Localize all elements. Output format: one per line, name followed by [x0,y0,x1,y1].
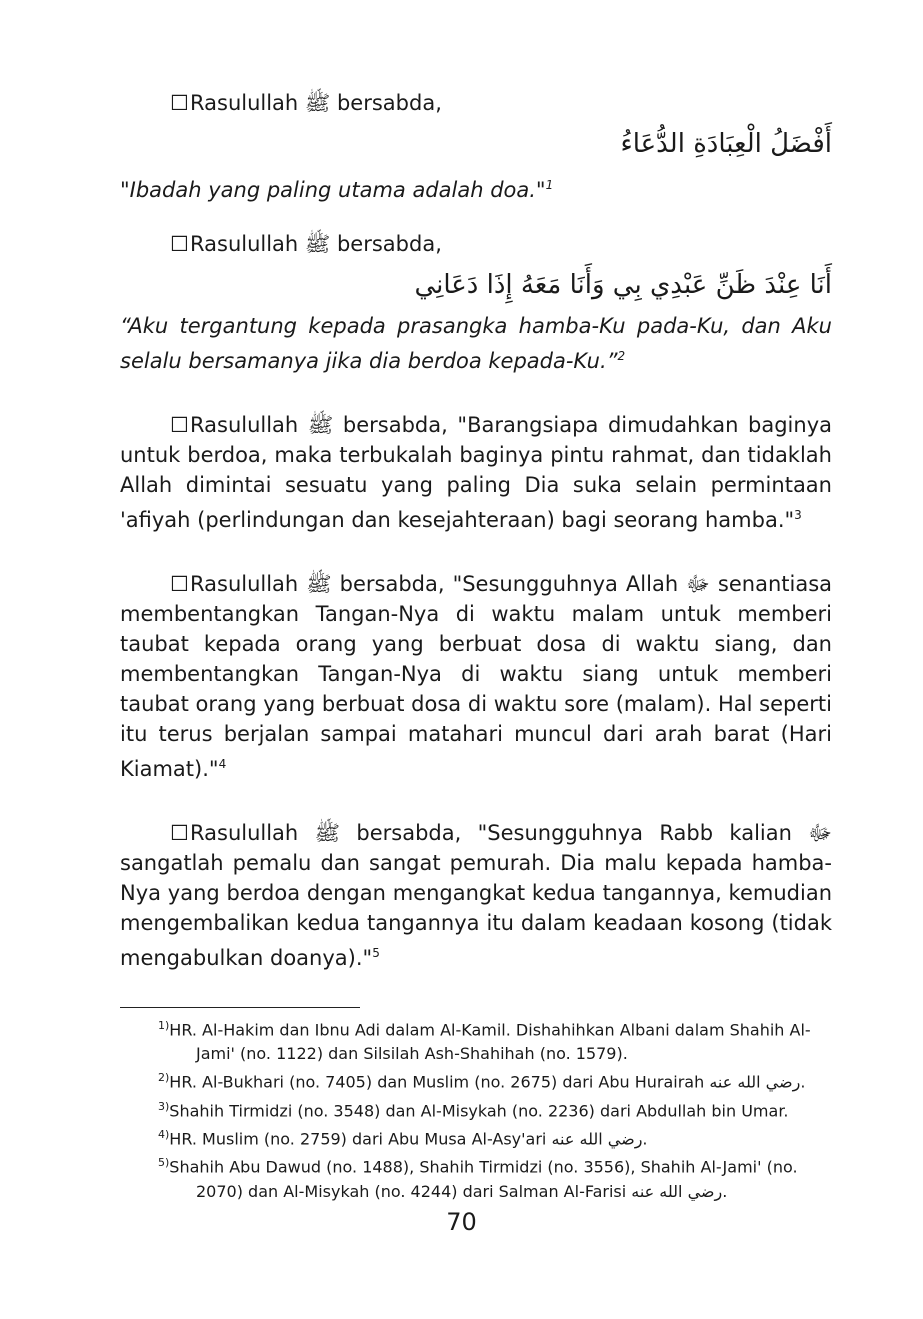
hadith-2-quote: “Aku tergantung kepada prasangka hamba-Ku pada-Ku, dan Aku selalu bersamanya jika dia berdoa kepada-Ku.”$^2$ [120,314,832,373]
hadith-1-heading: ☐Rasulullah ﷺ bersabda, [120,88,832,118]
footnote-ref: 3 [794,508,802,522]
page-number: 70 [446,1208,477,1236]
bullet-icon: ☐ [170,821,189,845]
footnote-2: $^{2)}$HR. Al-Bukhari (no. 7405) dan Muslim (no. 2675) dari Abu Hurairah رضي الله عنه. [158,1071,806,1092]
footnote-ref: 5 [372,946,380,960]
footnote-ref: 4 [218,757,227,771]
footnote-1: $^{1)}$HR. Al-Hakim dan Ibnu Adi dalam Al-Kamil. Dishahihkan Albani dalam Shahih Al-Jami' (no. 1122) dan Silsilah Ash-Shahihah (no. 1579). [158,1019,811,1064]
hadith-5-paragraph: ☐Rasulullah ﷺ bersabda, "Sesungguhnya Rabb kalian ﷻ sangatlah pemalu dan sangat pemurah. Dia malu kepada hamba-Nya yang berdoa dengan mengangkat kedua tangannya, kemudian mengembalikan kedua tangannya itu dalam keadaan kosong (tidak mengabulkan doanya)."$^5$ [120,818,832,973]
bullet-icon: ☐ [170,572,189,596]
hadith-2-heading: ☐Rasulullah ﷺ bersabda, [120,229,832,259]
footnote-3: $^{3)}$Shahih Tirmidzi (no. 3548) dan Al-Misykah (no. 2236) dari Abdullah bin Umar. [158,1099,789,1120]
page-body [120,88,832,1204]
footnote-ref: 1 [545,178,554,192]
footnote-divider [120,1007,360,1008]
footnotes [120,1014,832,1204]
footnote-5: $^{5)}$Shahih Abu Dawud (no. 1488), Shahih Tirmidzi (no. 3556), Shahih Al-Jami' (no. 2070) dan Al-Misykah (no. 4244) dari Salman Al-Farisi رضي الله عنه. [158,1156,798,1201]
footnote-4: $^{4)}$HR. Muslim (no. 2759) dari Abu Musa Al-Asy'ari رضي الله عنه. [158,1127,648,1149]
footnote-ref: 2 [617,349,626,363]
bullet-icon: ☐ [170,413,189,437]
bullet-icon: ☐ [170,91,189,115]
hadith-4-paragraph: ☐Rasulullah ﷺ bersabda, "Sesungguhnya Allah ﷻ senantiasa membentangkan Tangan-Nya di waktu malam untuk memberi taubat kepada orang yang berbuat dosa di waktu siang, dan membentangkan Tangan-Nya di waktu siang untuk memberi taubat orang yang berbuat dosa di waktu sore (malam). Hal seperti itu terus berjalan sampai matahari muncul dari arah barat (Hari Kiamat)."$^4$ [120,569,832,784]
bullet-icon: ☐ [170,232,189,256]
hadith-3-paragraph: ☐Rasulullah ﷺ bersabda, "Barangsiapa dimudahkan baginya untuk berdoa, maka terbukalah baginya pintu rahmat, dan tidaklah Allah dimintai sesuatu yang paling Dia suka selain permintaan 'afiyah (perlindungan dan kesejahteraan) bagi seorang hamba."$^3$ [120,410,832,535]
hadith-1-arabic: أَفْضَلُ الْعِبَادَةِ الدُّعَاءُ [620,129,832,159]
hadith-2-arabic: أَنَا عِنْدَ ظَنِّ عَبْدِي بِي وَأَنَا مَعَهُ إِذَا دَعَانِي [414,270,832,300]
hadith-1-quote: "Ibadah yang paling utama adalah doa."$^1$ [120,178,554,202]
